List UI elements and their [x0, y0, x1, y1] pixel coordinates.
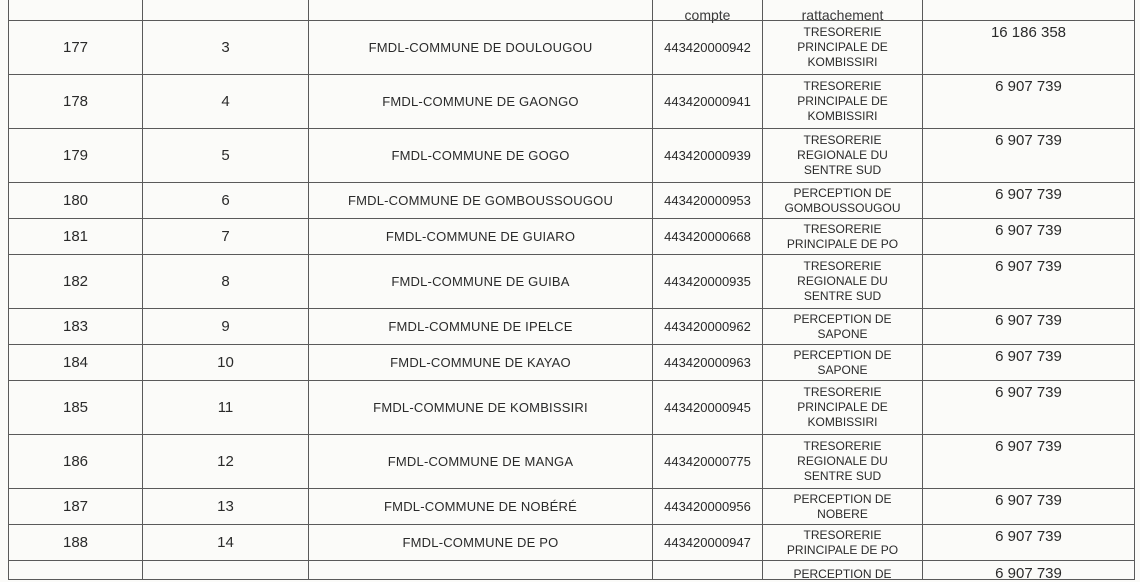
- row-poste: [763, 21, 923, 75]
- table-row: [9, 381, 1135, 435]
- poste-line: SENTRE SUD: [803, 469, 882, 483]
- row-numero: 4: [143, 75, 309, 129]
- row-montant: [923, 561, 1135, 580]
- table-row: [9, 345, 1135, 381]
- poste-line: PRINCIPALE DE PO: [786, 236, 899, 251]
- table-row: [9, 129, 1135, 183]
- table-row: [9, 435, 1135, 489]
- row-poste: [763, 75, 923, 129]
- table-row: [9, 219, 1135, 255]
- row-poste: [763, 255, 923, 309]
- header-ordre: [9, 0, 143, 21]
- row-beneficiaire: FMDL-COMMUNE DE GOGO: [309, 129, 653, 183]
- poste-line: TRESORERIE: [803, 439, 882, 453]
- header-montant: [923, 0, 1135, 21]
- row-compte: 443420000939: [653, 129, 763, 183]
- row-compte: 443420000945: [653, 381, 763, 435]
- row-beneficiaire: FMDL-COMMUNE DE DOULOUGOU: [309, 21, 653, 75]
- poste-line: PERCEPTION DE: [793, 491, 892, 506]
- row-ordre: 179: [9, 129, 143, 183]
- row-ordre: 182: [9, 255, 143, 309]
- poste-line: KOMBISSIRI: [807, 55, 878, 69]
- poste-line: SAPONE: [817, 326, 868, 341]
- row-numero: 7: [143, 219, 309, 255]
- poste-line: REGIONALE DU: [797, 274, 888, 288]
- row-numero: 5: [143, 129, 309, 183]
- row-montant: 6 907 739: [923, 489, 1135, 525]
- poste-line: REGIONALE DU: [797, 454, 888, 468]
- row-numero: 12: [143, 435, 309, 489]
- row-ordre: 181: [9, 219, 143, 255]
- poste-line: PERCEPTION DE: [793, 311, 892, 326]
- header-compte: compte: [653, 0, 763, 21]
- header-numero: [143, 0, 309, 21]
- row-cell-empty: [9, 561, 143, 580]
- table-row: [9, 255, 1135, 309]
- row-beneficiaire: FMDL-COMMUNE DE PO: [309, 525, 653, 561]
- row-numero: 9: [143, 309, 309, 345]
- poste-line: TRESORERIE: [803, 79, 882, 93]
- table-row: [9, 75, 1135, 129]
- table-row: [9, 489, 1135, 525]
- poste-line: TRESORERIE: [803, 527, 882, 542]
- row-poste: [763, 219, 923, 255]
- poste-line: REGIONALE DU: [797, 148, 888, 162]
- row-numero: 3: [143, 21, 309, 75]
- poste-line: GOMBOUSSOUGOU: [784, 200, 901, 215]
- row-compte: 443420000942: [653, 21, 763, 75]
- row-montant: 6 907 739: [923, 75, 1135, 129]
- header-beneficiaire: [309, 0, 653, 21]
- row-ordre: 183: [9, 309, 143, 345]
- poste-line: PERCEPTION DE: [793, 567, 892, 581]
- row-numero: 13: [143, 489, 309, 525]
- poste-line: SAPONE: [817, 362, 868, 377]
- row-poste: [763, 525, 923, 561]
- row-montant: 6 907 739: [923, 129, 1135, 183]
- poste-line: PRINCIPALE DE: [797, 400, 888, 414]
- row-cell-empty: [143, 561, 309, 580]
- row-ordre: 177: [9, 21, 143, 75]
- header-poste: rattachement: [763, 0, 923, 21]
- row-montant: 6 907 739: [923, 309, 1135, 345]
- poste-line: PERCEPTION DE: [793, 347, 892, 362]
- table-row: [9, 21, 1135, 75]
- poste-line: PRINCIPALE DE: [797, 40, 888, 54]
- table-row: [9, 525, 1135, 561]
- row-beneficiaire: FMDL-COMMUNE DE MANGA: [309, 435, 653, 489]
- poste-line: KOMBISSIRI: [807, 415, 878, 429]
- row-compte: 443420000962: [653, 309, 763, 345]
- row-montant: 6 907 739: [923, 381, 1135, 435]
- row-beneficiaire: FMDL-COMMUNE DE GUIBA: [309, 255, 653, 309]
- poste-line: PRINCIPALE DE PO: [786, 542, 899, 557]
- poste-line: SENTRE SUD: [803, 289, 882, 303]
- row-ordre: 180: [9, 183, 143, 219]
- montant-value: 6 907 739: [995, 565, 1062, 582]
- row-cell-empty: [309, 561, 653, 580]
- row-compte: 443420000953: [653, 183, 763, 219]
- poste-line: TRESORERIE: [803, 133, 882, 147]
- row-montant: 6 907 739: [923, 345, 1135, 381]
- row-poste: [763, 309, 923, 345]
- row-poste: [763, 489, 923, 525]
- row-poste: [763, 183, 923, 219]
- row-compte: 443420000775: [653, 435, 763, 489]
- poste-line: TRESORERIE: [803, 385, 882, 399]
- row-montant: 6 907 739: [923, 255, 1135, 309]
- row-beneficiaire: FMDL-COMMUNE DE GAONGO: [309, 75, 653, 129]
- row-numero: 8: [143, 255, 309, 309]
- row-montant: 16 186 358: [923, 21, 1135, 75]
- row-compte: 443420000963: [653, 345, 763, 381]
- poste-line: NOBERE: [817, 506, 868, 521]
- row-ordre: 178: [9, 75, 143, 129]
- poste-line: TRESORERIE: [803, 221, 882, 236]
- row-montant: 6 907 739: [923, 525, 1135, 561]
- row-compte: 443420000668: [653, 219, 763, 255]
- row-compte: 443420000941: [653, 75, 763, 129]
- row-beneficiaire: FMDL-COMMUNE DE IPELCE: [309, 309, 653, 345]
- row-compte: 443420000956: [653, 489, 763, 525]
- row-numero: 11: [143, 381, 309, 435]
- poste-line: TRESORERIE: [803, 25, 882, 39]
- row-ordre: 185: [9, 381, 143, 435]
- row-montant: 6 907 739: [923, 183, 1135, 219]
- row-ordre: 184: [9, 345, 143, 381]
- poste-line: KOMBISSIRI: [807, 109, 878, 123]
- row-numero: 6: [143, 183, 309, 219]
- row-poste: [763, 561, 923, 580]
- row-poste: [763, 129, 923, 183]
- row-beneficiaire: FMDL-COMMUNE DE KOMBISSIRI: [309, 381, 653, 435]
- poste-line: PRINCIPALE DE: [797, 94, 888, 108]
- row-ordre: 188: [9, 525, 143, 561]
- table-row-partial: [9, 561, 1135, 580]
- row-compte: 443420000935: [653, 255, 763, 309]
- row-poste: [763, 435, 923, 489]
- table-header-row: [9, 0, 1135, 21]
- row-beneficiaire: FMDL-COMMUNE DE GUIARO: [309, 219, 653, 255]
- table-row: [9, 309, 1135, 345]
- poste-line: PERCEPTION DE: [793, 185, 892, 200]
- row-numero: 14: [143, 525, 309, 561]
- row-beneficiaire: FMDL-COMMUNE DE KAYAO: [309, 345, 653, 381]
- row-ordre: 186: [9, 435, 143, 489]
- poste-line: SENTRE SUD: [803, 163, 882, 177]
- row-compte: 443420000947: [653, 525, 763, 561]
- table-row: [9, 183, 1135, 219]
- row-poste: [763, 381, 923, 435]
- row-montant: 6 907 739: [923, 435, 1135, 489]
- row-montant: 6 907 739: [923, 219, 1135, 255]
- row-cell-empty: [653, 561, 763, 580]
- row-ordre: 187: [9, 489, 143, 525]
- row-poste: [763, 345, 923, 381]
- poste-line: TRESORERIE: [803, 259, 882, 273]
- transfer-table: [8, 0, 1135, 580]
- row-numero: 10: [143, 345, 309, 381]
- row-beneficiaire: FMDL-COMMUNE DE GOMBOUSSOUGOU: [309, 183, 653, 219]
- row-beneficiaire: FMDL-COMMUNE DE NOBÉRÉ: [309, 489, 653, 525]
